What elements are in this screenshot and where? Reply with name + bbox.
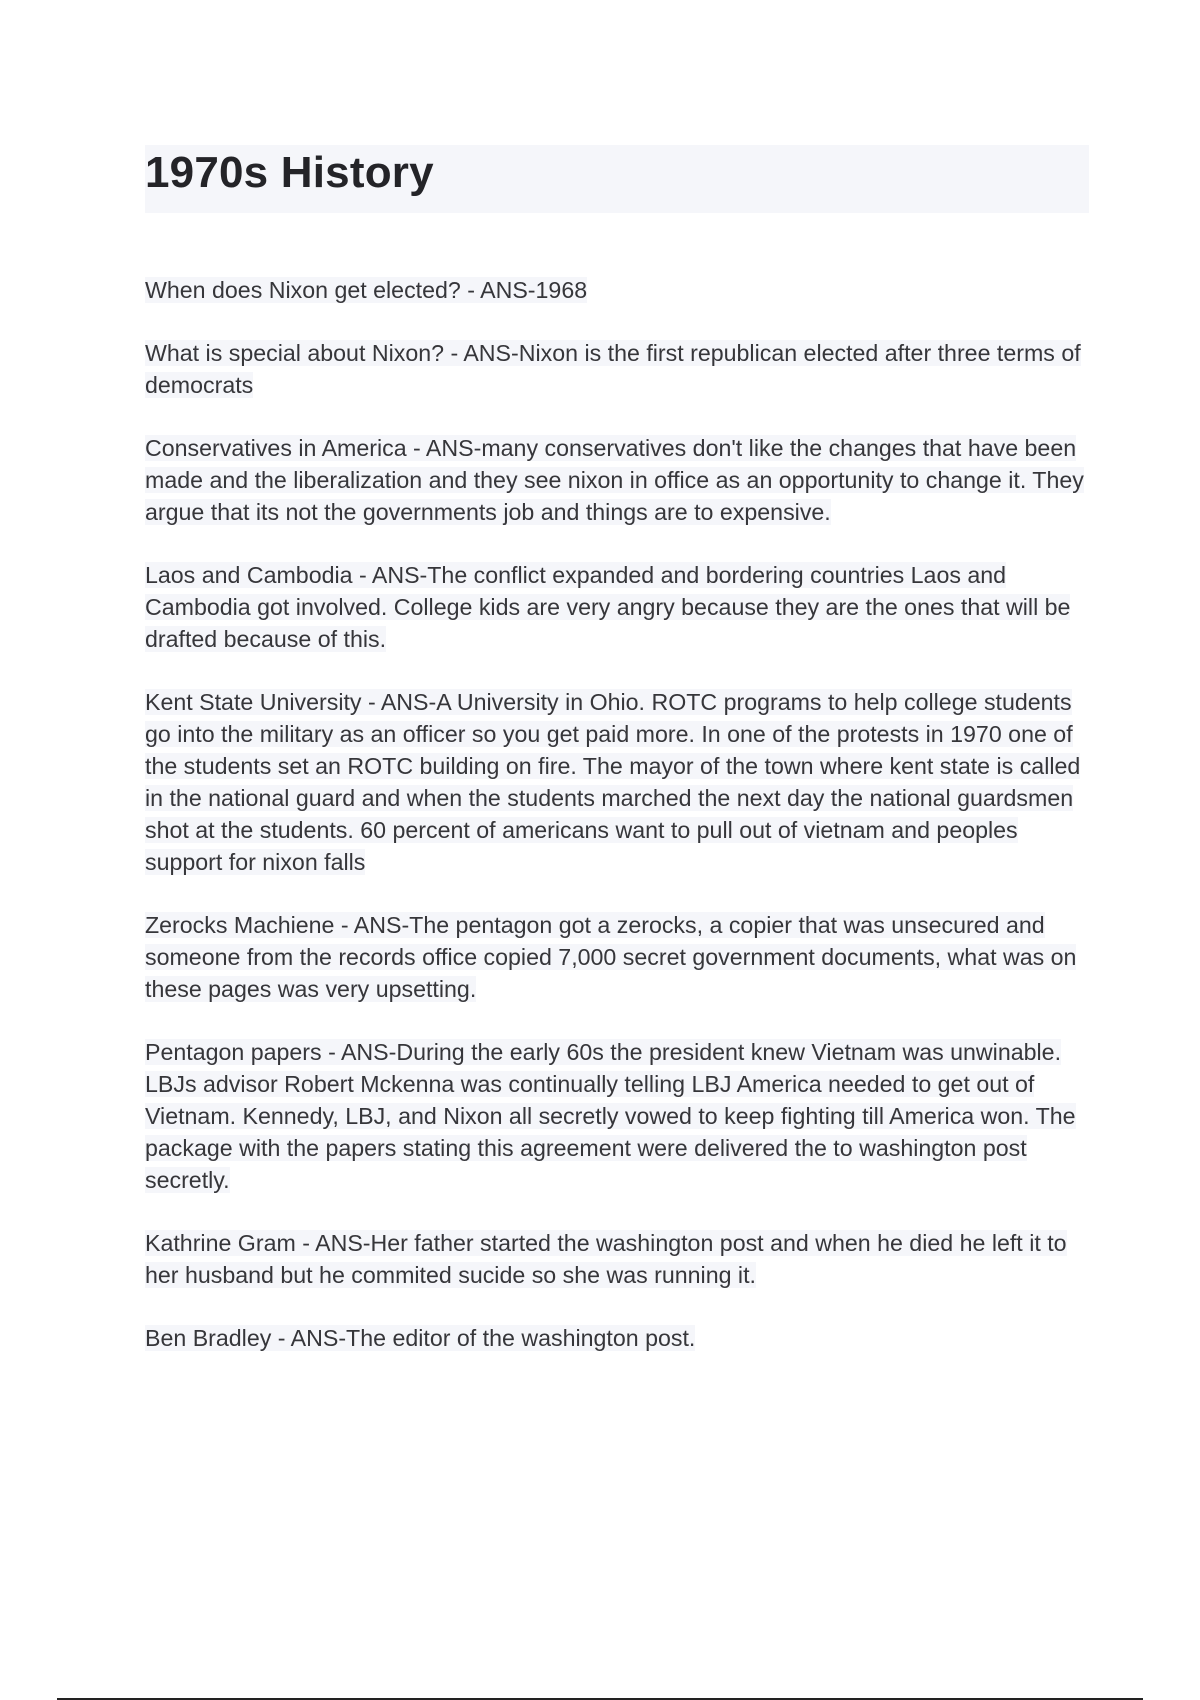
qa-entry-text: Laos and Cambodia - ANS-The conflict expanded and bordering countries Laos and Cambodia got involved. College kids are very angry because they are the ones that will be drafted because of this. — [145, 562, 1071, 652]
qa-entry — [145, 274, 1095, 306]
page-title: 1970s History — [145, 148, 434, 197]
qa-entry-text: What is special about Nixon? - ANS-Nixon is the first republican elected after three terms of democrats — [145, 340, 1081, 398]
qa-entry — [145, 1227, 1095, 1291]
qa-entry — [145, 432, 1095, 528]
qa-entry-text: Conservatives in America - ANS-many conservatives don't like the changes that have been made and the liberalization and they see nixon in office as an opportunity to change it. They argue that its not the governments job and things are to expensive. — [145, 435, 1084, 525]
qa-entry-text: Kent State University - ANS-A University in Ohio. ROTC programs to help college students go into the military as an officer so you get paid more. In one of the protests in 1970 one of the students set an ROTC building on fire. The mayor of the town where kent state is called in the national guard and when the students marched the next day the national guardsmen shot at the students. 60 percent of americans want to pull out of vietnam and peoples support for nixon falls — [145, 689, 1081, 875]
qa-entry — [145, 337, 1095, 401]
qa-entry-text: Kathrine Gram - ANS-Her father started the washington post and when he died he left it to her husband but he commited sucide so she was running it. — [145, 1230, 1067, 1288]
qa-entry-text: When does Nixon get elected? - ANS-1968 — [145, 277, 588, 303]
qa-entry-text: Zerocks Machiene - ANS-The pentagon got a zerocks, a copier that was unsecured and someone from the records office copied 7,000 secret government documents, what was on these pages was very upsetting. — [145, 912, 1077, 1002]
qa-entry-text: Ben Bradley - ANS-The editor of the washington post. — [145, 1325, 696, 1351]
qa-entry — [145, 1036, 1095, 1196]
qa-entry — [145, 909, 1095, 1005]
qa-entry-text: Pentagon papers - ANS-During the early 60s the president knew Vietnam was unwinable. LBJs advisor Robert Mckenna was continually telling LBJ America needed to get out of Vietnam. Kennedy, LBJ, and Nixon all secretly vowed to keep fighting till America won. The package with the papers stating this agreement were delivered the to washington post secretly. — [145, 1039, 1076, 1193]
qa-entry — [145, 1322, 1095, 1354]
qa-entry — [145, 686, 1095, 878]
qa-list — [145, 274, 1095, 1385]
qa-entry — [145, 559, 1095, 655]
